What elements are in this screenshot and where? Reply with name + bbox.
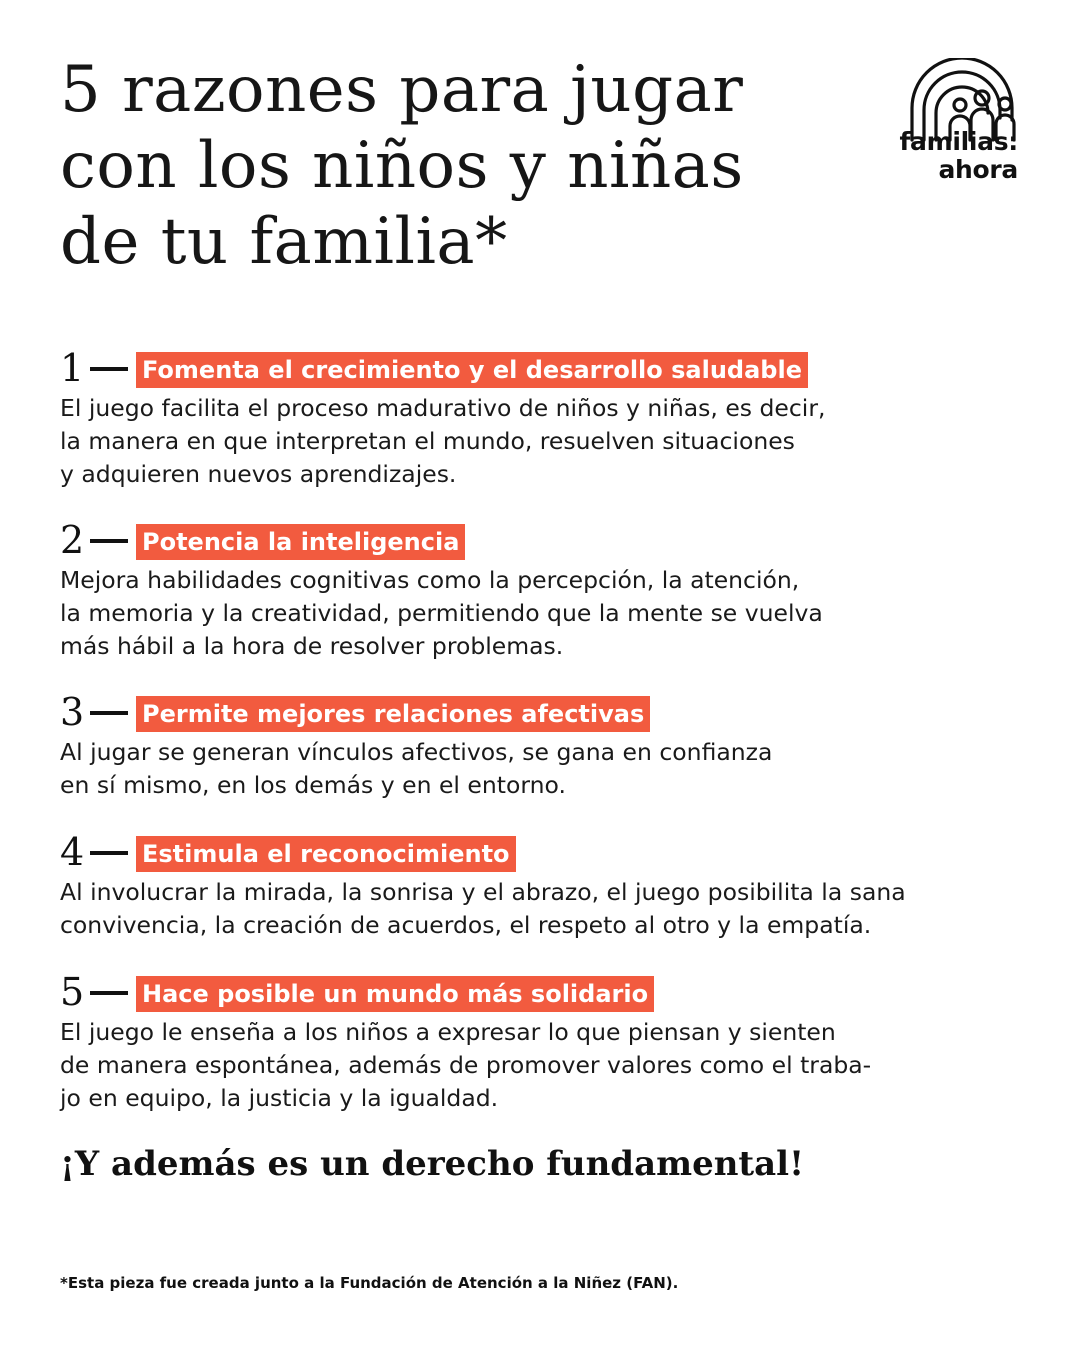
logo-line: ahora: [938, 155, 1018, 184]
dash-divider: [90, 851, 128, 855]
body-line: de manera espontánea, además de promover valores como el traba-: [60, 1051, 872, 1079]
reason-header: [60, 970, 1040, 1014]
reason-body: [60, 564, 1040, 663]
dash-divider: [90, 539, 128, 543]
body-line: jo en equipo, la justicia y la igualdad.: [60, 1084, 499, 1112]
body-line: Mejora habilidades cognitivas como la percepción, la atención,: [60, 566, 800, 594]
reason-header: [60, 830, 1040, 874]
title-line: con los niños y niñas: [60, 129, 744, 203]
reason-number: 1: [60, 346, 85, 390]
reason-item: [60, 830, 1040, 942]
reason-number: 2: [60, 518, 85, 562]
closing-statement: ¡Y además es un derecho fundamental!: [60, 1144, 804, 1184]
reason-item: [60, 346, 1040, 491]
footnote: *Esta pieza fue creada junto a la Fundación de Atención a la Niñez (FAN).: [60, 1274, 679, 1292]
body-line: en sí mismo, en los demás y en el entorno.: [60, 771, 566, 799]
reason-item: [60, 970, 1040, 1115]
reason-title: Fomenta el crecimiento y el desarrollo saludable: [136, 352, 808, 388]
reason-number: 3: [60, 690, 85, 734]
reason-header: [60, 690, 1040, 734]
body-line: la memoria y la creatividad, permitiendo que la mente se vuelva: [60, 599, 823, 627]
reason-number: 5: [60, 970, 85, 1014]
reason-item: [60, 518, 1040, 663]
logo-line: familias:: [899, 127, 1018, 156]
body-line: la manera en que interpretan el mundo, resuelven situaciones: [60, 427, 795, 455]
reason-number: 4: [60, 830, 85, 874]
body-line: Al involucrar la mirada, la sonrisa y el abrazo, el juego posibilita la sana: [60, 878, 906, 906]
body-line: El juego facilita el proceso madurativo de niños y niñas, es decir,: [60, 394, 826, 422]
reason-body: [60, 392, 1040, 491]
logo-wordmark: [848, 128, 1018, 184]
reason-header: [60, 346, 1040, 390]
reason-title: Estimula el reconocimiento: [136, 836, 516, 872]
body-line: y adquieren nuevos aprendizajes.: [60, 460, 457, 488]
body-line: convivencia, la creación de acuerdos, el respeto al otro y la empatía.: [60, 911, 872, 939]
reason-title: Hace posible un mundo más solidario: [136, 976, 654, 1012]
dash-divider: [90, 991, 128, 995]
reason-title: Permite mejores relaciones afectivas: [136, 696, 650, 732]
body-line: Al jugar se generan vínculos afectivos, se gana en confianza: [60, 738, 773, 766]
reason-body: [60, 736, 1040, 802]
body-line: más hábil a la hora de resolver problemas.: [60, 632, 564, 660]
body-line: El juego le enseña a los niños a expresar lo que piensan y sienten: [60, 1018, 836, 1046]
page-title: [60, 52, 840, 280]
dash-divider: [90, 367, 128, 371]
logo: [848, 58, 1028, 188]
dash-divider: [90, 711, 128, 715]
reason-header: [60, 518, 1040, 562]
title-line: de tu familia*: [60, 205, 508, 279]
title-line: 5 razones para jugar: [60, 53, 744, 127]
reason-body: [60, 1016, 1040, 1115]
reason-item: [60, 690, 1040, 802]
reason-body: [60, 876, 1040, 942]
reason-title: Potencia la inteligencia: [136, 524, 465, 560]
